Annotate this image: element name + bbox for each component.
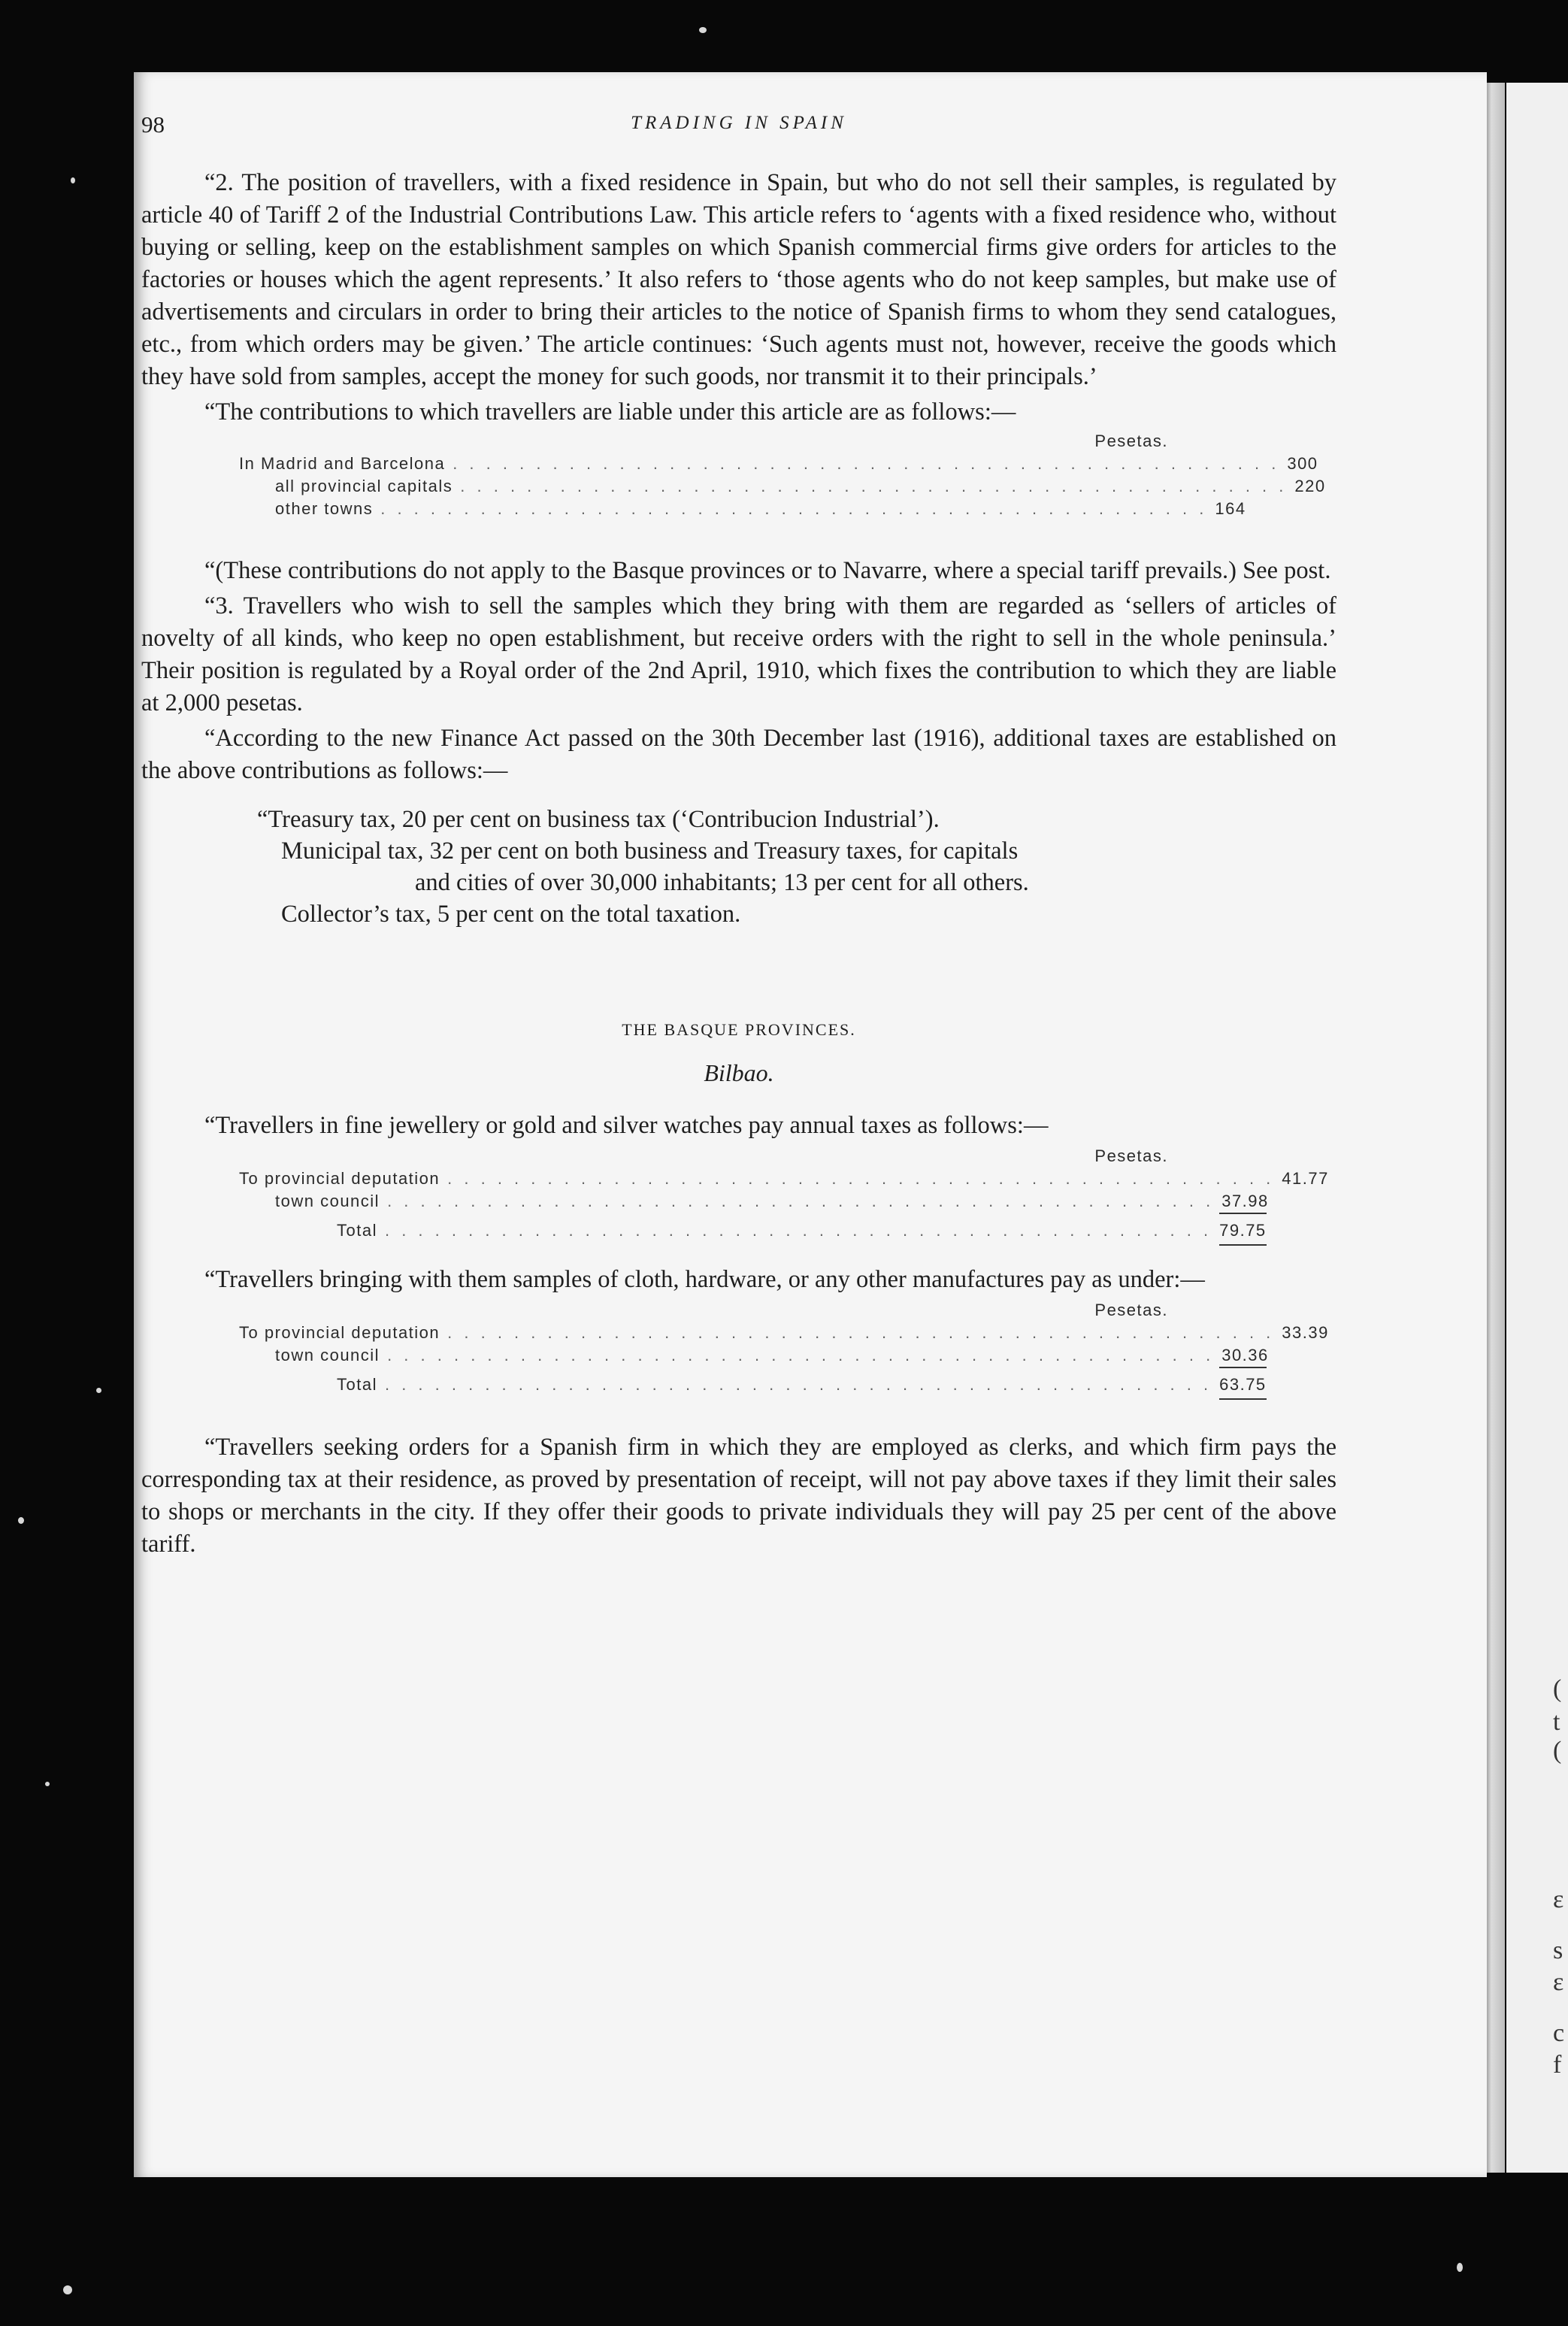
dot-leader: . . . . . . . . . . . . . . . . . . . . . . . . . . . . . . . . . . . . . . . . . . . . . . . . . . (447, 1169, 1275, 1188)
table-row (239, 475, 1326, 498)
page-number: 98 (141, 111, 165, 138)
paragraph-spanish-firm-clerks: “Travellers seeking orders for a Spanish firm in which they are employed as clerks, and which firm pays the corresponding tax at their residence, as proved by presentation of receipt, will not pay above taxes if they limit their sales to shops or merchants in the city. If they offer their goods to private individuals they will pay 25 per cent of the above tariff. (141, 1434, 1336, 1558)
row-value: 37.98 (1221, 1192, 1269, 1210)
table-row (239, 453, 1318, 475)
dot-leader: . . . . . . . . . . . . . . . . . . . . . . . . . . . . . . . . . . . . . . . . . . . . . . . . . . (453, 454, 1280, 473)
next-page-letter: ε (1553, 1968, 1564, 1996)
dot-leader: . . . . . . . . . . . . . . . . . . . . . . . . . . . . . . . . . . . . . . . . . . . . . . . . . . (460, 477, 1288, 495)
table-row (239, 1168, 1329, 1190)
tax-line-treasury: “Treasury tax, 20 per cent on business tax (‘Contribucion Industrial’). (257, 806, 940, 833)
dot-leader: . . . . . . . . . . . . . . . . . . . . . . . . . . . . . . . . . . . . . . . . . . . . . . . . . . (384, 1221, 1212, 1240)
table-row (239, 1344, 1269, 1367)
row-label: To provincial deputation (239, 1323, 440, 1342)
total-value: 63.75 (1219, 1371, 1267, 1400)
table-header (239, 1299, 1168, 1322)
page-header (141, 111, 1336, 146)
table-row (239, 1322, 1329, 1344)
scan-speck (71, 177, 75, 183)
row-value: 30.36 (1221, 1346, 1269, 1364)
next-page-letter: t (1553, 1708, 1560, 1736)
row-value: 220 (1294, 477, 1326, 495)
unit-label: Pesetas. (1094, 432, 1168, 450)
total-label: Total (337, 1375, 377, 1394)
scan-speck (63, 2285, 72, 2294)
section-subtitle: Bilbao. (704, 1059, 774, 1086)
total-label: Total (337, 1221, 377, 1240)
paragraph-sellers-of-samples: “3. Travellers who wish to sell the samples which they bring with them are regarded as ‘sellers of articles of novelty of all kinds, who keep no open establishment, but receive orders with the right to sell in the whole peninsula.’ Their position is regulated by a Royal order of the 2nd April, 1910, which fixes the contribution to which they are liable at 2,000 pesetas. (141, 592, 1336, 716)
section-title: THE BASQUE PROVINCES. (622, 1020, 856, 1039)
next-page-letter: s (1553, 1937, 1563, 1964)
next-page-letter: ε (1553, 1885, 1564, 1913)
manufactures-tax-table (239, 1299, 1329, 1397)
total-row (239, 1367, 1267, 1397)
paragraph-basque-exception: “(These contributions do not apply to the Basque provinces or to Navarre, where a special tariff prevails.) See post. (204, 557, 1331, 584)
row-label: all provincial capitals (275, 477, 453, 495)
next-page-letter: f (1553, 2051, 1562, 2079)
row-label: In Madrid and Barcelona (239, 454, 446, 473)
scan-speck (18, 1517, 24, 1524)
tax-list (257, 804, 1336, 930)
paragraph-jewellery: “Travellers in fine jewellery or gold and silver watches pay annual taxes as follows:— (204, 1112, 1049, 1139)
next-page-letter: c (1553, 2019, 1565, 2047)
running-title: TRADING IN SPAIN (631, 113, 847, 133)
next-page-letter: ( (1553, 1675, 1562, 1703)
contributions-table (239, 430, 1326, 520)
table-row (239, 1190, 1269, 1213)
row-label: town council (275, 1192, 380, 1210)
row-label: town council (275, 1346, 380, 1364)
dot-leader: . . . . . . . . . . . . . . . . . . . . . . . . . . . . . . . . . . . . . . . . . . . . . . . . . . (387, 1192, 1215, 1210)
table-header (239, 430, 1168, 453)
dot-leader: . . . . . . . . . . . . . . . . . . . . . . . . . . . . . . . . . . . . . . . . . . . . . . . . . . (384, 1375, 1212, 1394)
unit-label: Pesetas. (1094, 1301, 1168, 1319)
table-row (239, 498, 1246, 520)
dot-leader: . . . . . . . . . . . . . . . . . . . . . . . . . . . . . . . . . . . . . . . . . . . . . . . . . . (380, 499, 1208, 518)
dot-leader: . . . . . . . . . . . . . . . . . . . . . . . . . . . . . . . . . . . . . . . . . . . . . . . . . . (387, 1346, 1215, 1364)
table-header (239, 1145, 1168, 1168)
tax-line-municipal: Municipal tax, 32 per cent on both business and Treasury taxes, for capitals (281, 837, 1019, 865)
jewellery-tax-table (239, 1145, 1329, 1243)
scan-speck (45, 1782, 50, 1786)
dot-leader: . . . . . . . . . . . . . . . . . . . . . . . . . . . . . . . . . . . . . . . . . . . . . . . . . . (447, 1323, 1275, 1342)
scan-speck (699, 27, 707, 33)
row-value: 164 (1215, 499, 1246, 518)
scan-speck (96, 1388, 101, 1393)
page-body (141, 167, 1336, 1561)
paragraph-cloth-hardware: “Travellers bringing with them samples of cloth, hardware, or any other manufactures pay as under:— (204, 1266, 1205, 1293)
paragraph-finance-act: “According to the new Finance Act passed on the 30th December last (1916), additional taxes are established on the above contributions as follows:— (141, 725, 1336, 784)
tax-line-collector: Collector’s tax, 5 per cent on the total taxation. (281, 901, 741, 928)
total-value: 79.75 (1219, 1217, 1267, 1246)
paragraph-article-40: “2. The position of travellers, with a fixed residence in Spain, but who do not sell their samples, is regulated by article 40 of Tariff 2 of the Industrial Contributions Law. This article refers to ‘agents with a fixed residence who, without buying or selling, keep on the establishment samples on which Spanish commercial firms give orders for articles to the factories or houses which the agent represents.’ It also refers to ‘those agents who do not keep samples, but make use of advertisements and circulars in order to bring their articles to the notice of Spanish firms to whom they send catalogues, etc., from which orders may be given.’ The article continues: ‘Such agents must not, however, receive the goods which they have sold from samples, accept the money for such goods, nor transmit it to their principals.’ (141, 169, 1336, 390)
unit-label: Pesetas. (1094, 1146, 1168, 1165)
tax-line-municipal-cont: and cities of over 30,000 inhabitants; 13 per cent for all others. (415, 869, 1029, 896)
row-value: 33.39 (1282, 1323, 1329, 1342)
row-label: To provincial deputation (239, 1169, 440, 1188)
row-value: 300 (1287, 454, 1318, 473)
total-row (239, 1213, 1267, 1243)
paragraph-contributions-intro: “The contributions to which travellers are liable under this article are as follows:— (204, 398, 1016, 426)
row-label: other towns (275, 499, 374, 518)
next-page-letter: ( (1553, 1737, 1562, 1764)
next-page-edge (1506, 83, 1568, 2173)
scan-speck (1457, 2263, 1463, 2272)
row-value: 41.77 (1282, 1169, 1329, 1188)
